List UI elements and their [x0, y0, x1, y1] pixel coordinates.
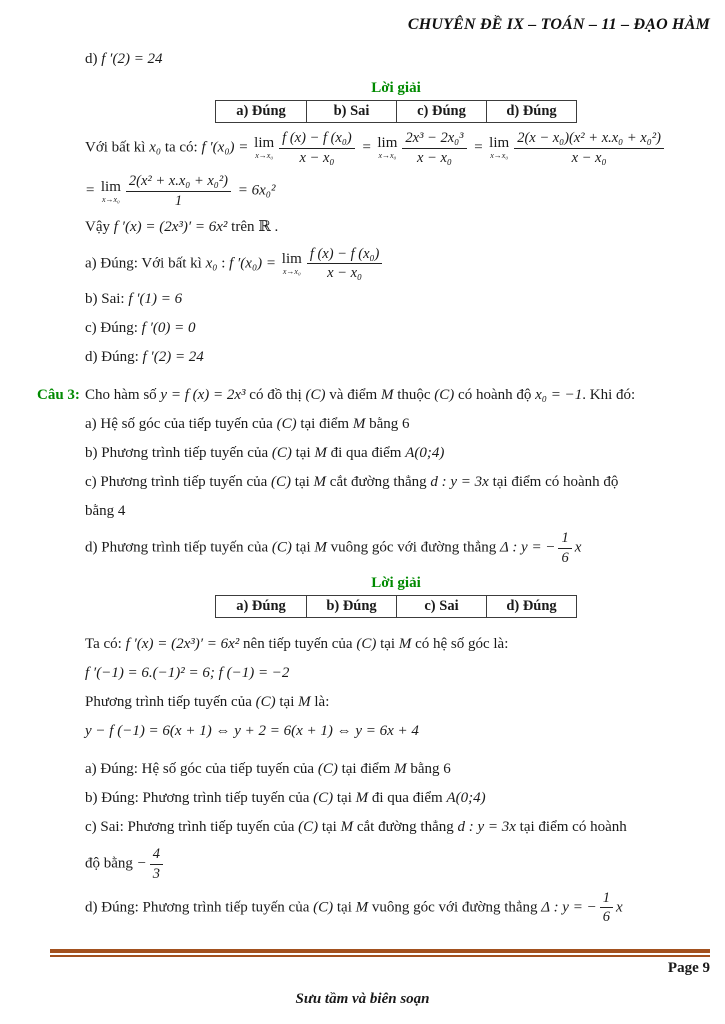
- math-run: x₀: [205, 255, 218, 272]
- text-run: c) Phương trình tiếp tuyến của: [85, 474, 272, 491]
- text-run: bằng 6: [365, 416, 410, 433]
- fraction: [150, 846, 163, 882]
- limit-word: lim: [377, 135, 398, 152]
- fraction: [126, 173, 231, 209]
- text-run: bằng 6: [406, 761, 451, 778]
- fraction: [307, 246, 383, 282]
- math-run: =: [469, 139, 488, 156]
- text-line: [85, 815, 707, 839]
- math-run: f ′(2) = 24: [101, 51, 163, 67]
- fraction: [279, 130, 355, 166]
- answer-cell: b) Đúng: [306, 596, 396, 617]
- limit-subscript: x→x₀: [101, 194, 120, 204]
- math-run: M: [355, 899, 369, 916]
- answer-cell: c) Đúng: [396, 101, 486, 122]
- text-run: d) Đúng: Phương trình tiếp tuyến của: [85, 899, 314, 916]
- math-run: (C): [298, 819, 319, 836]
- fraction-denominator: x − x₀: [416, 149, 452, 166]
- text-line: [85, 690, 707, 714]
- limit-subscript: x→x₀: [378, 151, 397, 161]
- question-label: Câu 3:: [37, 387, 80, 404]
- fraction-denominator: 6: [561, 549, 569, 566]
- text-line: [85, 130, 707, 166]
- math-run: (C): [271, 474, 292, 491]
- text-run: là:: [310, 694, 330, 711]
- text-run: vuông góc với đường thẳng: [326, 539, 501, 556]
- text-run: cắt đường thẳng: [353, 819, 458, 836]
- text-run: . Khi đó:: [582, 387, 636, 404]
- math-run: (C): [305, 387, 326, 404]
- answer-cell: d) Đúng: [486, 596, 576, 617]
- text-run: tại: [291, 539, 315, 556]
- text-line: [85, 316, 707, 340]
- answer-table: [85, 595, 707, 618]
- document-content: [0, 34, 725, 926]
- answer-cell: a) Đúng: [236, 598, 286, 615]
- text-line: [85, 786, 707, 810]
- text-run: ta có:: [161, 139, 202, 156]
- text-run: tại: [291, 445, 315, 462]
- text-run: có hoành độ: [454, 387, 536, 404]
- math-run: f ′(x) = (2x³)′ = 6x²: [113, 218, 228, 235]
- text-line: [85, 530, 707, 566]
- limit-word: lim: [100, 178, 121, 195]
- text-run: b) Phương trình tiếp tuyến của: [85, 445, 272, 462]
- text-line: [85, 441, 707, 465]
- text-line: [85, 246, 707, 282]
- text-run: Phương trình tiếp tuyến của: [85, 694, 256, 711]
- footer-tagline: Sưu tầm và biên soạn: [295, 991, 430, 1007]
- text-run: Cho hàm số: [85, 387, 161, 404]
- math-run: M: [340, 819, 354, 836]
- math-run: f ′(2) = 24: [142, 349, 204, 366]
- answer-table-row: [215, 100, 577, 123]
- limit-operator: [377, 136, 397, 160]
- text-run: tại điểm có hoành: [515, 819, 627, 836]
- text-run: Vậy: [85, 218, 114, 235]
- math-run: A(0;4): [446, 790, 486, 807]
- text-run: d) Phương trình tiếp tuyến của: [85, 539, 272, 556]
- text-run: Ta có:: [85, 636, 126, 653]
- text-line: [85, 719, 707, 743]
- math-run: d : y = 3x: [430, 474, 489, 491]
- answer-table: [85, 100, 707, 123]
- math-run: M: [313, 474, 327, 491]
- text-run: tại: [333, 790, 356, 807]
- math-run: M: [314, 539, 327, 556]
- footer-divider: [50, 949, 710, 957]
- math-run: (C): [271, 539, 292, 556]
- limit-operator: [101, 180, 121, 204]
- answer-cell: a) Đúng: [236, 103, 286, 119]
- text-line: [85, 470, 707, 494]
- math-run: M: [398, 636, 412, 653]
- math-run: (C): [434, 387, 455, 404]
- fraction-numerator: f (x) − f (x₀): [279, 130, 355, 149]
- text-run: và điểm: [325, 387, 381, 404]
- fraction: [600, 890, 613, 926]
- text-run: đi qua điểm: [368, 790, 447, 807]
- math-run: (C): [317, 761, 338, 778]
- math-run: x₀ = −1: [535, 387, 583, 404]
- text-run: độ bằng: [85, 855, 137, 872]
- answer-cell: b) Sai: [306, 101, 396, 122]
- text-run: a) Đúng: Hệ số góc của tiếp tuyến của: [85, 761, 318, 778]
- text-run: có đồ thị: [245, 387, 306, 404]
- text-run: tại: [291, 474, 314, 491]
- text-run: Với bất kì: [85, 139, 150, 156]
- math-run: f ′(−1) = 6.(−1)² = 6; f (−1) = −2: [85, 665, 290, 682]
- limit-subscript: x→x₀: [255, 151, 274, 161]
- math-run: x: [615, 899, 623, 916]
- fraction-denominator: 6: [602, 909, 610, 926]
- math-run: x: [574, 539, 582, 556]
- text-run: có hệ số góc là:: [411, 636, 509, 653]
- answer-cell: d) Đúng: [486, 101, 576, 122]
- page-number: Page 9: [667, 960, 710, 976]
- math-run: −: [136, 855, 147, 872]
- limit-subscript: x→x₀: [282, 266, 301, 276]
- text-run: tại điểm: [337, 761, 395, 778]
- math-run: y = f (x) = 2x³: [160, 387, 246, 404]
- text-line: [85, 661, 707, 685]
- text-run: trên ℝ .: [227, 218, 279, 235]
- text-line: [85, 499, 707, 523]
- math-run: f ′(1) = 6: [128, 291, 183, 308]
- math-run: Δ : y = −: [541, 899, 597, 916]
- fraction: [402, 130, 466, 166]
- fraction-denominator: 3: [152, 866, 161, 883]
- math-run: (C): [313, 790, 334, 807]
- fraction: [514, 130, 664, 166]
- answer-table-row: [215, 595, 577, 618]
- text-run: nên tiếp tuyến của: [239, 636, 357, 653]
- text-line: [85, 846, 707, 882]
- text-run: tại: [333, 899, 356, 916]
- text-line: [85, 757, 707, 781]
- math-run: M: [380, 387, 394, 404]
- fraction-denominator: 1: [174, 193, 183, 210]
- limit-subscript: x→x₀: [490, 151, 509, 161]
- answer-cell: c) Sai: [396, 596, 486, 617]
- fraction-numerator: 2(x − x₀)(x² + x.x₀ + x₀²): [514, 130, 664, 149]
- text-run: a) Hệ số góc của tiếp tuyến của: [85, 416, 277, 433]
- limit-word: lim: [281, 250, 302, 267]
- solution-heading: Lời giải: [371, 80, 421, 96]
- text-line: [85, 890, 707, 926]
- math-run: (C): [356, 636, 377, 653]
- math-run: f ′(x) = (2x³)′ = 6x²: [125, 636, 240, 653]
- math-run: Δ : y = −: [500, 539, 556, 556]
- fraction-denominator: x − x₀: [571, 149, 607, 166]
- text-line: [85, 345, 707, 369]
- text-line: [85, 47, 707, 71]
- fraction-numerator: 1: [558, 530, 571, 549]
- fraction-denominator: x − x₀: [299, 149, 335, 166]
- math-run: A(0;4): [405, 445, 445, 462]
- limit-word: lim: [254, 135, 275, 152]
- math-run: f ′(x₀) =: [229, 255, 280, 272]
- text-run: vuông góc với đường thẳng: [368, 899, 542, 916]
- math-run: M: [314, 445, 327, 462]
- text-run: d): [85, 51, 102, 67]
- text-line: [85, 173, 707, 209]
- math-run: d : y = 3x: [457, 819, 516, 836]
- text-run: b) Sai:: [85, 291, 129, 308]
- math-run: = 6x₀²: [234, 182, 276, 199]
- limit-operator: [282, 252, 302, 276]
- limit-operator: [254, 136, 274, 160]
- text-line: [85, 412, 707, 436]
- text-run: d) Đúng:: [85, 349, 143, 366]
- math-run: f ′(x₀) =: [201, 139, 253, 156]
- solution-heading: Lời giải: [371, 575, 421, 592]
- math-run: y − f (−1) = 6(x + 1) ⇔ y + 2 = 6(x + 1) ⇔ y = 6x + 4: [85, 723, 419, 740]
- fraction-numerator: 2(x² + x.x₀ + x₀²): [126, 173, 231, 192]
- text-run: b) Đúng: Phương trình tiếp tuyến của: [85, 790, 314, 807]
- fraction-numerator: 4: [150, 846, 163, 865]
- text-run: :: [217, 255, 230, 272]
- text-run: tại: [376, 636, 399, 653]
- text-run: thuộc: [393, 387, 435, 404]
- math-run: x₀: [149, 139, 162, 156]
- text-line: [85, 215, 707, 239]
- text-run: đi qua điểm: [326, 445, 406, 462]
- text-run: a) Đúng: Với bất kì: [85, 255, 206, 272]
- text-run: tại điểm: [296, 416, 353, 433]
- text-run: cắt đường thẳng: [326, 474, 431, 491]
- page-header: CHUYÊN ĐỀ IX – TOÁN – 11 – ĐẠO HÀM: [407, 16, 710, 33]
- fraction-denominator: x − x₀: [327, 265, 363, 282]
- math-run: =: [85, 182, 99, 199]
- fraction: [558, 530, 571, 566]
- math-run: =: [357, 139, 376, 156]
- math-run: (C): [276, 416, 297, 433]
- text-run: tại điểm có hoành độ: [488, 474, 619, 491]
- text-run: c) Sai: Phương trình tiếp tuyến của: [85, 819, 299, 836]
- limit-operator: [489, 136, 509, 160]
- page-footer: [0, 949, 725, 1024]
- fraction-numerator: 1: [600, 890, 613, 909]
- text-run: bằng 4: [85, 503, 126, 520]
- text-run: tại: [275, 694, 299, 711]
- math-run: M: [394, 761, 407, 778]
- math-run: (C): [255, 694, 276, 711]
- math-run: (C): [271, 445, 292, 462]
- text-run: c) Đúng:: [85, 320, 142, 337]
- text-line: [85, 287, 707, 311]
- math-run: M: [355, 790, 369, 807]
- math-run: M: [298, 694, 311, 711]
- fraction-numerator: f (x) − f (x₀): [307, 246, 383, 265]
- text-line: [85, 632, 707, 656]
- limit-word: lim: [489, 135, 510, 152]
- math-run: (C): [313, 899, 334, 916]
- math-run: M: [352, 416, 366, 433]
- fraction-numerator: 2x³ − 2x₀³: [402, 130, 466, 149]
- text-run: tại: [318, 819, 341, 836]
- text-line: [37, 383, 707, 407]
- math-run: f ′(0) = 0: [141, 320, 196, 337]
